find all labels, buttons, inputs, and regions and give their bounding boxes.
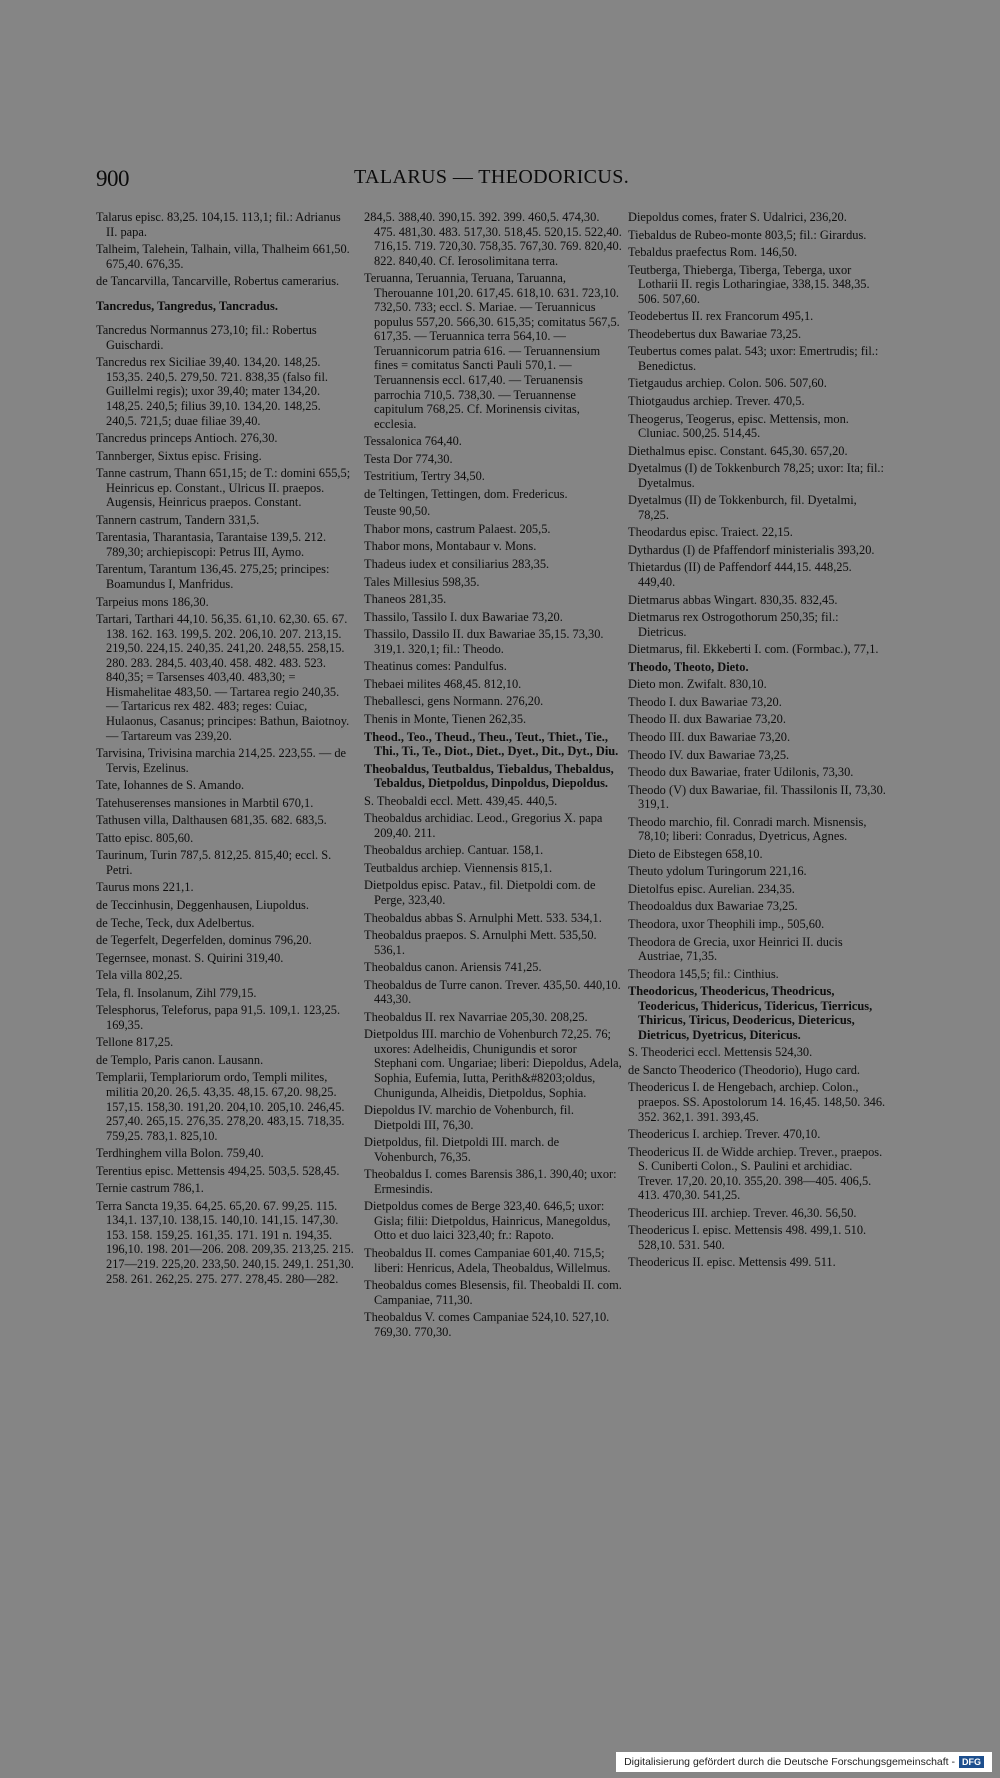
index-entry: Theodericus II. episc. Mettensis 499. 511. — [628, 1255, 836, 1270]
index-entry: Dietmarus abbas Wingart. 830,35. 832,45. — [628, 592, 838, 607]
index-entry: Dietpoldus, fil. Dietpoldi III. march. de Vohenburch, 76,35. — [364, 1135, 560, 1164]
index-entry: Tarvisina, Trivisina marchia 214,25. 223,55. — de Tervis, Ezelinus. — [96, 746, 347, 775]
index-entry: Theodericus I. episc. Mettensis 498. 499,1. 510. 528,10. 531. 540. — [628, 1223, 867, 1252]
index-entry: Dietmarus, fil. Ekkeberti I. com. (Formbac.), 77,1. — [628, 642, 879, 657]
index-entry: Tannern castrum, Tandern 331,5. — [96, 512, 260, 527]
index-entry: Theodoaldus dux Bawariae 73,25. — [628, 899, 798, 914]
index-entry: Theodericus III. archiep. Trever. 46,30. 56,50. — [628, 1205, 857, 1220]
index-entry: Theodora de Grecia, uxor Heinrici II. ducis Austriae, 71,35. — [628, 934, 843, 964]
index-entry: Theodora, uxor Theophili imp., 505,60. — [628, 916, 825, 931]
index-entry: Theobaldus de Turre canon. Trever. 435,50. 440,10. 443,30. — [364, 977, 621, 1007]
footer-credit-text: Digitalisierung gefördert durch die Deutsche Forschungsgemeinschaft - — [624, 1756, 955, 1768]
index-entry: Theodo IV. dux Bawariae 73,25. — [628, 747, 790, 762]
index-entry: Dietmarus rex Ostrogothorum 250,35; fil.: Dietricus. — [628, 610, 839, 639]
index-entry: Terdhinghem villa Bolon. 759,40. — [96, 1146, 264, 1161]
index-entry: Diepoldus comes, frater S. Udalrici, 236,20. — [628, 210, 847, 224]
index-entry: Teodebertus II. rex Francorum 495,1. — [628, 309, 814, 324]
index-entry: Diepoldus IV. marchio de Vohenburch, fil. Dietpoldi III, 76,30. — [364, 1103, 574, 1132]
index-entry: Theodebertus dux Bawariae 73,25. — [628, 326, 802, 341]
index-entry: de Teccinhusin, Deggenhausen, Liupoldus. — [96, 897, 309, 912]
index-entry: Tate, Iohannes de S. Amando. — [96, 778, 245, 793]
index-column-left — [96, 210, 354, 1289]
index-entry: Tiebaldus de Rubeo-monte 803,5; fil.: Girardus. — [628, 227, 867, 242]
index-entry: Terentius episc. Mettensis 494,25. 503,5. 528,45. — [96, 1163, 340, 1178]
index-entry: Theogerus, Teogerus, episc. Mettensis, mon. Cluniac. 500,25. 514,45. — [628, 411, 849, 441]
index-entry: Ternie castrum 786,1. — [96, 1181, 204, 1196]
index-entry: Theodoricus, Theodericus, Theodricus, Teodericus, Thidericus, Tidericus, Tierricus, Thiricus, Tiricus, Deodericus, Dietericus, Dietricus, Dyetricus, Ditericus. — [628, 984, 873, 1042]
index-entry: Dythardus (I) de Pfaffendorf ministerialis 393,20. — [628, 542, 875, 557]
index-entry: Theballesci, gens Normann. 276,20. — [364, 694, 544, 709]
index-entry: Tartari, Tarthari 44,10. 56,35. 61,10. 62,30. 65. 67. 138. 162. 163. 199,5. 202. 206,10. 207. 213,15. 219,50. 224,15. 240,35. 241,20. 248,55. 258,15. 280. 283. 284,5. 403,40. 458. 482. 483. 523. 840,35; = Tarsenses 403,40. 483,30; = Hismahelitae 483,50. — Tartarea regio 240,35. — Tartaricus rex 482. 483; reges: Cuiac, Hulaonus, Casanus; principes: Bathun, Baiotnoy. — Tartareum vas 239,20. — [96, 612, 350, 743]
index-entry: Diethalmus episc. Constant. 645,30. 657,20. — [628, 443, 848, 458]
index-entry: S. Theobaldi eccl. Mett. 439,45. 440,5. — [364, 793, 558, 808]
index-entry: Dieto de Eibstegen 658,10. — [628, 846, 763, 861]
index-entry: Thaneos 281,35. — [364, 592, 447, 607]
running-title: TALARUS — THEODORICUS. — [354, 166, 630, 188]
index-entry: Teruanna, Teruannia, Teruana, Taruanna, Therouanne 101,20. 617,45. 618,10. 631. 723,10. 732,50. 733; eccl. S. Mariae. — Teruannicus populus 557,20. 566,30. 615,35; comitatus 567,5. 617,35. — Teruannica terra 564,10. — Teruannicorum patria 616. — Teruannensium fines = comitatus Sancti Pauli 570,1. — Teruannensis eccl. 617,40. — Teruanensis parrochia 710,5. 738,30. — Teruannense capitulum 768,25. Cf. Morinensis civitas, ecclesia. — [364, 271, 620, 431]
index-entry: Theodo dux Bawariae, frater Udilonis, 73,30. — [628, 765, 854, 780]
index-entry: de Tegerfelt, Degerfelden, dominus 796,20. — [96, 933, 312, 948]
index-entry: Theobaldus comes Blesensis, fil. Theobaldi II. com. Campaniae, 711,30. — [364, 1278, 622, 1307]
index-entry: Theobaldus, Teutbaldus, Tiebaldus, Thebaldus, Tebaldus, Dietpoldus, Dinpoldus, Diepoldus. — [364, 761, 614, 791]
index-entry: S. Theoderici eccl. Mettensis 524,30. — [628, 1045, 813, 1060]
index-entry: de Teltingen, Tettingen, dom. Fredericus. — [364, 486, 568, 501]
index-entry: Taurus mons 221,1. — [96, 880, 194, 895]
page-header — [96, 166, 886, 196]
index-entry: Tebaldus praefectus Rom. 146,50. — [628, 245, 798, 260]
index-entry: Dyetalmus (I) de Tokkenburch 78,25; uxor: Ita; fil.: Dyetalmus. — [628, 461, 884, 490]
index-entry: Theod., Teo., Theud., Theu., Teut., Thiet., Tie., Thi., Ti., Te., Diot., Diet., Dyet., Dit., Dyt., Diu. — [364, 729, 619, 759]
index-entry: Teutbaldus archiep. Viennensis 815,1. — [364, 860, 553, 875]
index-entry: Dietolfus episc. Aurelian. 234,35. — [628, 881, 795, 896]
index-entry: Tessalonica 764,40. — [364, 434, 462, 449]
index-entry: Tancredus rex Siciliae 39,40. 134,20. 148,25. 153,35. 240,5. 279,50. 721. 838,35 (falso fil. Guillelmi regis); uxor 39,40; mater 134,20. 148,25. 240,5; filius 39,10. 134,20. 148,25. 240,5. 721,5; duae filiae 39,40. — [96, 355, 328, 428]
index-entry: Tales Millesius 598,35. — [364, 574, 480, 589]
index-entry: Theobaldus V. comes Campaniae 524,10. 527,10. 769,30. 770,30. — [364, 1310, 610, 1339]
index-entry: Testa Dor 774,30. — [364, 451, 453, 466]
index-entry: Theobaldus II. comes Campaniae 601,40. 715,5; liberi: Henricus, Adela, Theobaldus, Willelmus. — [364, 1246, 611, 1275]
index-entry: Theodo I. dux Bawariae 73,20. — [628, 694, 782, 709]
index-entry: Thebaei milites 468,45. 812,10. — [364, 676, 522, 691]
index-entry: Tancredus, Tangredus, Tancradus. — [96, 298, 278, 313]
index-entry: Tarentasia, Tharantasia, Tarantaise 139,5. 212. 789,30; archiepiscopi: Petrus III, Aymo. — [96, 530, 327, 559]
index-entry: Tathusen villa, Dalthausen 681,35. 682. 683,5. — [96, 813, 327, 828]
index-entry: Theatinus comes: Pandulfus. — [364, 659, 507, 674]
index-entry: Theobaldus II. rex Navarriae 205,30. 208,25. — [364, 1009, 588, 1024]
index-entry: Terra Sancta 19,35. 64,25. 65,20. 67. 99,25. 115. 134,1. 137,10. 138,15. 140,10. 141,15. 147,30. 153. 158. 159,25. 161,35. 171. 191 n. 194,35. 196,10. 198. 201—206. 208. 209,35. 213,25. 215. 217—219. 225,20. 233,50. 240,15. 249,1. 251,30. 258. 261. 262,25. 275. 277. 278,45. 280—282. — [96, 1198, 354, 1286]
index-entry: Thassilo, Dassilo II. dux Bawariae 35,15. 73,30. 319,1. 320,1; fil.: Theodo. — [364, 627, 604, 656]
index-entry: Theobaldus archiep. Cantuar. 158,1. — [364, 843, 544, 858]
digitization-footer — [616, 1752, 992, 1772]
index-entry: Thassilo, Tassilo I. dux Bawariae 73,20. — [364, 609, 563, 624]
index-entry: Tancredus princeps Antioch. 276,30. — [96, 431, 278, 446]
index-entry: de Tancarvilla, Tancarville, Robertus camerarius. — [96, 274, 340, 289]
index-entry: Theodardus episc. Traiect. 22,15. — [628, 525, 793, 540]
index-entry: Thenis in Monte, Tienen 262,35. — [364, 711, 527, 726]
index-entry: Thiotgaudus archiep. Trever. 470,5. — [628, 394, 805, 409]
index-entry: Telesphorus, Teleforus, papa 91,5. 109,1. 123,25. 169,35. — [96, 1003, 341, 1032]
index-entry: de Sancto Theoderico (Theodorio), Hugo card. — [628, 1062, 861, 1077]
index-entry: Talheim, Talehein, Talhain, villa, Thalheim 661,50. 675,40. 676,35. — [96, 242, 350, 271]
index-entry: Tietgaudus archiep. Colon. 506. 507,60. — [628, 376, 827, 391]
index-entry: Tellone 817,25. — [96, 1035, 174, 1050]
index-entry: Thietardus (II) de Paffendorf 444,15. 448,25. 449,40. — [628, 560, 852, 590]
index-entry: Tegernsee, monast. S. Quirini 319,40. — [96, 950, 284, 965]
index-entry: Theodo marchio, fil. Conradi march. Misnensis, 78,10; liberi: Conradus, Dyetricus, Agnes. — [628, 814, 867, 844]
index-entry: Taurinum, Turin 787,5. 812,25. 815,40; eccl. S. Petri. — [96, 848, 332, 877]
index-entry: Templarii, Templariorum ordo, Templi milites, militia 20,20. 26,5. 43,35. 48,15. 67,20. 98,25. 157,15. 158,30. 191,20. 204,10. 205,10. 246,45. 257,40. 265,15. 276,35. 278,20. 483,15. 718,35. 759,25. 783,1. 825,10. — [96, 1070, 345, 1143]
index-entry: Theodo (V) dux Bawariae, fil. Thassilonis II, 73,30. 319,1. — [628, 782, 886, 812]
index-entry: Tela, fl. Insolanum, Zihl 779,15. — [96, 985, 257, 1000]
index-entry: Theodo, Theoto, Dieto. — [628, 659, 749, 674]
index-entry: Theobaldus canon. Ariensis 741,25. — [364, 960, 542, 975]
index-entry: Teubertus comes palat. 543; uxor: Emertrudis; fil.: Benedictus. — [628, 344, 879, 373]
index-entry: Theodericus II. de Widde archiep. Trever., praepos. S. Cuniberti Colon., S. Paulini et archidiac. Trever. 17,20. 20,10. 355,20. 398—405. 406,5. 413. 470,30. 541,25. — [628, 1144, 883, 1203]
index-entry: Dietpoldus comes de Berge 323,40. 646,5; uxor: Gisla; filii: Dietpoldus, Hainricus, Manegoldus, Otto et duo laici 323,40; fr.: Rapoto. — [364, 1199, 611, 1243]
index-entry: Theodericus I. de Hengebach, archiep. Colon., praepos. SS. Apostolorum 14. 16,45. 148,50. 346. 352. 362,1. 391. 393,45. — [628, 1080, 886, 1124]
index-entry: Theodericus I. archiep. Trever. 470,10. — [628, 1127, 821, 1142]
index-entry: Tancredus Normannus 273,10; fil.: Robertus Guischardi. — [96, 323, 317, 352]
index-entry: Thabor mons, Montabaur v. Mons. — [364, 539, 537, 554]
index-entry: Tanne castrum, Thann 651,15; de T.: domini 655,5; Heinricus ep. Constant., Ulricus II. praepos. Augensis, Heinricus praepos. Constant. — [96, 466, 351, 510]
page-number: 900 — [96, 166, 129, 191]
index-entry: Tatto episc. 805,60. — [96, 830, 194, 845]
index-entry: Theobaldus archidiac. Leod., Gregorius X. papa 209,40. 211. — [364, 811, 603, 840]
index-entry: de Templo, Paris canon. Lausann. — [96, 1052, 264, 1067]
index-entry: Dietpoldus III. marchio de Vohenburch 72,25. 76; uxores: Adelheidis, Chunigundis et soror Stephani com. Ungariae; liberi: Diepoldus, Adela, Sophia, Eufemia, Iutta, Perith&#8203;oldus, Chunigunda, Alheidis, Dietpoldus, Sophia. — [364, 1027, 622, 1100]
index-entry: Testritium, Tertry 34,50. — [364, 469, 485, 484]
index-entry: Theobaldus abbas S. Arnulphi Mett. 533. 534,1. — [364, 910, 602, 925]
index-entry: Teuste 90,50. — [364, 504, 431, 519]
index-entry: Tarentum, Tarantum 136,45. 275,25; principes: Boamundus I, Manfridus. — [96, 562, 330, 592]
index-entry: Talarus episc. 83,25. 104,15. 113,1; fil.: Adrianus II. papa. — [96, 210, 341, 239]
index-entry: Theodo II. dux Bawariae 73,20. — [628, 712, 786, 727]
index-column-middle — [364, 210, 622, 1342]
index-entry: Theuto ydolum Turingorum 221,16. — [628, 864, 807, 879]
index-entry: Dieto mon. Zwifalt. 830,10. — [628, 677, 767, 692]
index-entry: Theodo III. dux Bawariae 73,20. — [628, 729, 791, 744]
index-entry: Tela villa 802,25. — [96, 968, 183, 983]
index-entry: Tannberger, Sixtus episc. Frising. — [96, 448, 262, 463]
index-entry: Thabor mons, castrum Palaest. 205,5. — [364, 521, 551, 536]
dfg-logo: DFG — [959, 1756, 984, 1768]
index-entry: Dyetalmus (II) de Tokkenburch, fil. Dyetalmi, 78,25. — [628, 493, 857, 522]
index-entry: Dietpoldus episc. Patav., fil. Dietpoldi com. de Perge, 323,40. — [364, 878, 596, 907]
index-entry: de Teche, Teck, dux Adelbertus. — [96, 915, 255, 930]
index-entry: Theodora 145,5; fil.: Cinthius. — [628, 966, 779, 981]
index-entry: Theobaldus praepos. S. Arnulphi Mett. 535,50. 536,1. — [364, 928, 597, 957]
index-entry: Tatehuserenses mansiones in Marbtil 670,1. — [96, 795, 314, 810]
index-entry: Thadeus iudex et consiliarius 283,35. — [364, 557, 550, 572]
index-entry: 284,5. 388,40. 390,15. 392. 399. 460,5. 474,30. 475. 481,30. 483. 517,30. 518,45. 520,15. 522,40. 716,15. 719. 720,30. 758,35. 767,30. 769. 820,40. 822. 840,40. Cf. Ierosolimitana terra. — [364, 210, 622, 268]
index-entry: Theobaldus I. comes Barensis 386,1. 390,40; uxor: Ermesindis. — [364, 1167, 617, 1196]
index-entry: Tarpeius mons 186,30. — [96, 594, 209, 609]
index-column-right — [628, 210, 886, 1273]
index-entry: Teutberga, Thieberga, Tiberga, Teberga, uxor Lotharii II. regis Lotharingiae, 338,15. 348,35. 506. 507,60. — [628, 262, 870, 306]
